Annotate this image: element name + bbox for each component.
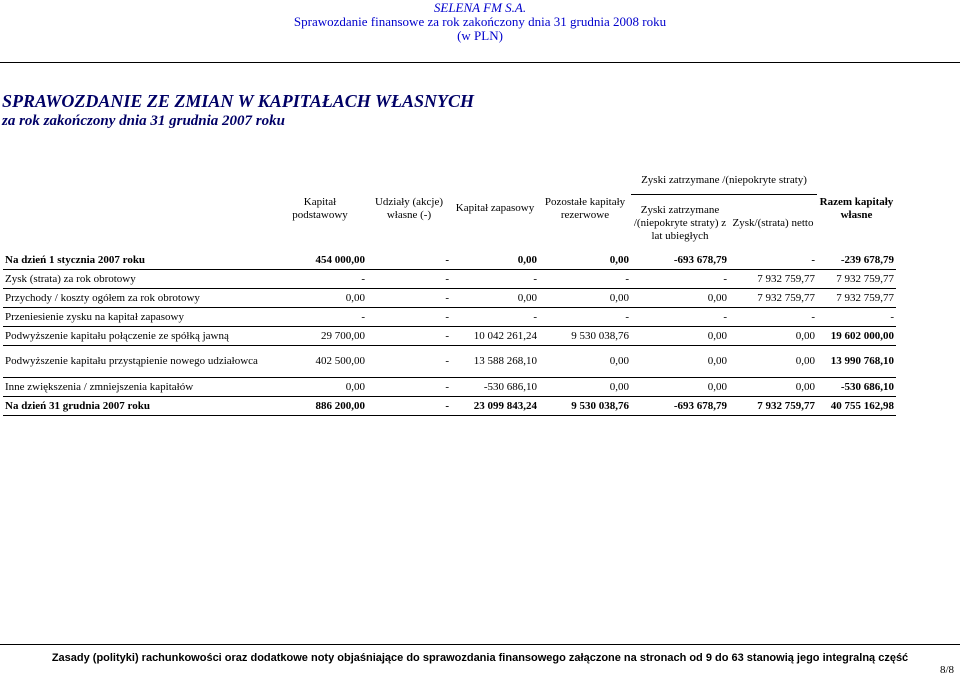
cell: 13 588 268,10 — [451, 346, 539, 378]
cell: 7 932 759,77 — [729, 270, 817, 289]
cell: - — [367, 346, 451, 378]
cell: - — [367, 270, 451, 289]
cell: 7 932 759,77 — [817, 289, 896, 308]
cell: 0,00 — [451, 289, 539, 308]
cell: - — [539, 270, 631, 289]
cell: 7 932 759,77 — [729, 289, 817, 308]
cell: 0,00 — [631, 289, 729, 308]
cell: -239 678,79 — [817, 251, 896, 270]
row-label: Na dzień 1 stycznia 2007 roku — [3, 251, 273, 270]
row-label: Podwyższenie kapitału połączenie ze spółką jawną — [3, 327, 273, 346]
cell: - — [631, 270, 729, 289]
cell: 40 755 162,98 — [817, 397, 896, 416]
col-kapital-podstawowy: Kapitał podstawowy — [292, 195, 348, 221]
cell: 0,00 — [729, 378, 817, 397]
cell: - — [367, 308, 451, 327]
table-row — [3, 289, 896, 308]
cell: 0,00 — [631, 327, 729, 346]
cell: - — [729, 251, 817, 270]
cell: - — [631, 308, 729, 327]
cell: 10 042 261,24 — [451, 327, 539, 346]
table-row — [3, 327, 896, 346]
col-razem: Razem kapitały własne — [819, 195, 894, 221]
cell: - — [367, 397, 451, 416]
cell: 9 530 038,76 — [539, 327, 631, 346]
currency-note: (w PLN) — [457, 28, 503, 43]
table-row — [3, 346, 896, 378]
report-name: Sprawozdanie finansowe za rok zakończony dnia 31 grudnia 2008 roku — [293, 14, 667, 29]
cell: - — [451, 308, 539, 327]
cell: 0,00 — [451, 251, 539, 270]
table-row — [3, 308, 896, 327]
table-row — [3, 397, 896, 416]
header-divider — [0, 62, 960, 63]
cell: 402 500,00 — [273, 346, 367, 378]
cell: 0,00 — [539, 289, 631, 308]
col-pozostale-kapitaly: Pozostałe kapitały rezerwowe — [544, 195, 626, 221]
row-label: Zysk (strata) za rok obrotowy — [3, 270, 273, 289]
statement-title: SPRAWOZDANIE ZE ZMIAN W KAPITAŁACH WŁASNYCH — [2, 91, 474, 111]
row-label: Przychody / koszty ogółem za rok obrotowy — [3, 289, 273, 308]
company-name: SELENA FM S.A. — [433, 0, 527, 15]
cell: 7 932 759,77 — [817, 270, 896, 289]
statement-subtitle: za rok zakończony dnia 31 grudnia 2007 roku — [2, 113, 285, 129]
col-udzialy-wlasne: Udziały (akcje) własne (-) — [374, 195, 444, 221]
cell: - — [367, 289, 451, 308]
cell: - — [273, 308, 367, 327]
col-group-zyski-zatrzymane: Zyski zatrzymane /(niepokryte straty) — [631, 166, 817, 195]
cell: 0,00 — [273, 289, 367, 308]
header-blank — [3, 166, 273, 251]
row-label: Przeniesienie zysku na kapitał zapasowy — [3, 308, 273, 327]
footer-divider — [0, 644, 960, 645]
cell: 29 700,00 — [273, 327, 367, 346]
cell: - — [273, 270, 367, 289]
cell: 0,00 — [631, 378, 729, 397]
cell: - — [367, 378, 451, 397]
cell: - — [729, 308, 817, 327]
cell: 0,00 — [539, 346, 631, 378]
cell: 886 200,00 — [273, 397, 367, 416]
cell: - — [367, 251, 451, 270]
cell: -530 686,10 — [451, 378, 539, 397]
col-zysk-netto: Zysk/(strata) netto — [732, 216, 814, 229]
cell: 0,00 — [539, 251, 631, 270]
cell: 19 602 000,00 — [817, 327, 896, 346]
cell: -530 686,10 — [817, 378, 896, 397]
cell: 23 099 843,24 — [451, 397, 539, 416]
cell: -693 678,79 — [631, 397, 729, 416]
cell: 454 000,00 — [273, 251, 367, 270]
cell: 0,00 — [539, 378, 631, 397]
col-zyski-lat-ubieglych: Zyski zatrzymane /(niepokryte straty) z lat ubiegłych — [633, 203, 727, 242]
table-row — [3, 251, 896, 270]
row-label: Na dzień 31 grudnia 2007 roku — [3, 397, 273, 416]
cell: - — [451, 270, 539, 289]
cell: 0,00 — [729, 327, 817, 346]
cell: 7 932 759,77 — [729, 397, 817, 416]
table-row — [3, 270, 896, 289]
cell: 0,00 — [273, 378, 367, 397]
cell: - — [817, 308, 896, 327]
col-kapital-zapasowy: Kapitał zapasowy — [455, 202, 535, 214]
cell: 0,00 — [631, 346, 729, 378]
cell: 13 990 768,10 — [817, 346, 896, 378]
footer-note: Zasady (polityki) rachunkowości oraz dodatkowe noty objaśniające do sprawozdania finansowego załączone na stronach od 9 do 63 stanowią jego integralną część — [51, 652, 909, 664]
row-label: Inne zwiększenia / zmniejszenia kapitałów — [3, 378, 273, 397]
table-row — [3, 378, 896, 397]
cell: - — [539, 308, 631, 327]
cell: - — [367, 327, 451, 346]
equity-changes-table — [3, 166, 896, 416]
page-number: 8/8 — [939, 664, 954, 676]
cell: 0,00 — [729, 346, 817, 378]
row-label: Podwyższenie kapitału przystąpienie nowego udziałowca — [3, 346, 273, 378]
cell: -693 678,79 — [631, 251, 729, 270]
cell: 9 530 038,76 — [539, 397, 631, 416]
header-row-1 — [3, 166, 896, 195]
